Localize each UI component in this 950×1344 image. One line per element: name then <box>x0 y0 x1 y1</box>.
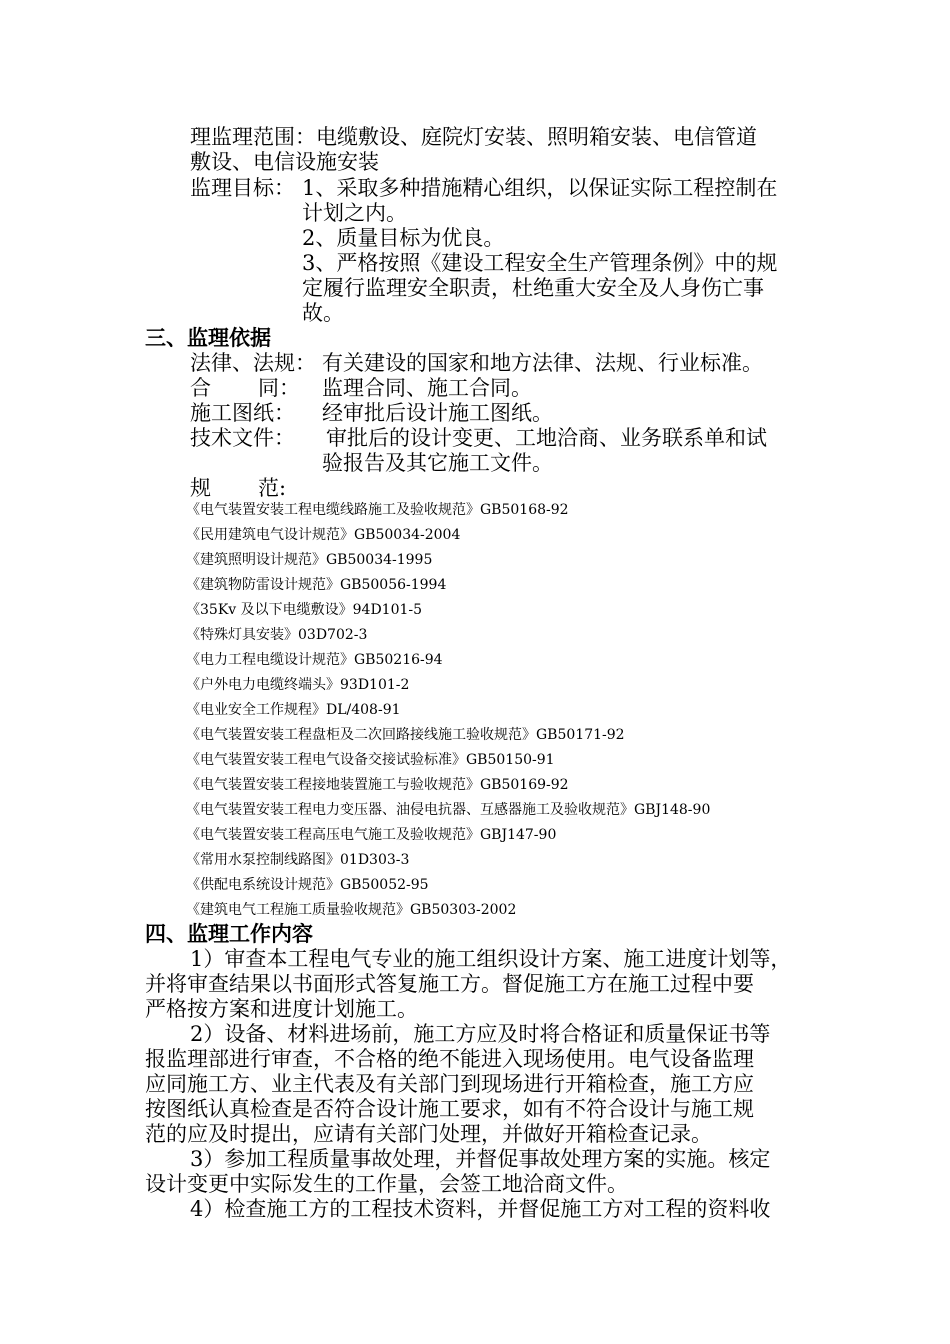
standard-item: 《建筑照明设计规范》GB50034-1995 <box>186 552 433 568</box>
scope-line-2: 敷设、电信设施安装 <box>190 150 379 174</box>
goal-2: 2、质量目标为优良。 <box>302 226 505 250</box>
laws-label: 法律、法规： <box>190 351 316 375</box>
contract-label-b: 同： <box>258 376 300 400</box>
body-line: 报监理部进行审查，不合格的绝不能进入现场使用。电气设备监理 <box>145 1047 754 1071</box>
body-line: 严格按方案和进度计划施工。 <box>145 997 418 1021</box>
body-line: 1）审查本工程电气专业的施工组织设计方案、施工进度计划等， <box>190 947 792 971</box>
goal-3-line-a: 3、严格按照《建设工程安全生产管理条例》中的规 <box>302 251 778 275</box>
standard-item: 《电气装置安装工程电力变压器、油侵电抗器、互感器施工及验收规范》GBJ148-90 <box>186 802 711 818</box>
contract-label-a: 合 <box>190 376 211 400</box>
body-line: 并将审查结果以书面形式答复施工方。督促施工方在施工过程中要 <box>145 972 754 996</box>
goal-3-line-c: 故。 <box>302 301 344 325</box>
drawings-label: 施工图纸： <box>190 401 295 425</box>
body-line: 范的应及时提出，应请有关部门处理，并做好开箱检查记录。 <box>145 1122 712 1146</box>
goal-1-line-a: 1、采取多种措施精心组织，以保证实际工程控制在 <box>302 176 778 200</box>
spec-label-a: 规 <box>190 476 211 500</box>
section-3-title: 三、监理依据 <box>145 326 271 350</box>
standard-item: 《建筑电气工程施工质量验收规范》GB50303-2002 <box>186 902 517 918</box>
drawings-text: 经审批后设计施工图纸。 <box>322 401 553 425</box>
laws-text: 有关建设的国家和地方法律、法规、行业标准。 <box>322 351 763 375</box>
standard-item: 《电力工程电缆设计规范》GB50216-94 <box>186 652 443 668</box>
contract-text: 监理合同、施工合同。 <box>322 376 532 400</box>
body-line: 4）检查施工方的工程技术资料，并督促施工方对工程的资料收 <box>190 1197 771 1221</box>
standard-item: 《户外电力电缆终端头》93D101-2 <box>186 677 410 693</box>
standard-item: 《电气装置安装工程盘柜及二次回路接线施工验收规范》GB50171-92 <box>186 727 625 743</box>
standard-item: 《民用建筑电气设计规范》GB50034-2004 <box>186 527 461 543</box>
standard-item: 《常用水泵控制线路图》01D303-3 <box>186 852 410 868</box>
standard-item: 《电气装置安装工程高压电气施工及验收规范》GBJ147-90 <box>186 827 557 843</box>
body-line: 设计变更中实际发生的工作量，会签工地洽商文件。 <box>145 1172 628 1196</box>
standard-item: 《35Kv 及以下电缆敷设》94D101-5 <box>186 602 423 618</box>
goal-1-line-b: 计划之内。 <box>302 201 407 225</box>
body-line: 按图纸认真检查是否符合设计施工要求，如有不符合设计与施工规 <box>145 1097 754 1121</box>
standard-item: 《电业安全工作规程》DL/408-91 <box>186 702 401 718</box>
goals-label: 监理目标： <box>190 176 295 200</box>
standard-item: 《建筑物防雷设计规范》GB50056-1994 <box>186 577 447 593</box>
standard-item: 《特殊灯具安装》03D702-3 <box>186 627 368 643</box>
scope-line-1: 理监理范围：电缆敷设、庭院灯安装、照明箱安装、电信管道 <box>190 125 757 149</box>
tech-text-b: 验报告及其它施工文件。 <box>322 451 553 475</box>
section-4-title: 四、监理工作内容 <box>145 922 313 946</box>
spec-label-b: 范: <box>258 476 287 500</box>
body-line: 2）设备、材料进场前，施工方应及时将合格证和质量保证书等 <box>190 1022 771 1046</box>
standard-item: 《供配电系统设计规范》GB50052-95 <box>186 877 429 893</box>
body-line: 应同施工方、业主代表及有关部门到现场进行开箱检查，施工方应 <box>145 1072 754 1096</box>
body-line: 3）参加工程质量事故处理，并督促事故处理方案的实施。核定 <box>190 1147 771 1171</box>
tech-text-a: 审批后的设计变更、工地洽商、业务联系单和试 <box>326 426 767 450</box>
goal-3-line-b: 定履行监理安全职责，杜绝重大安全及人身伤亡事 <box>302 276 764 300</box>
standard-item: 《电气装置安装工程电缆线路施工及验收规范》GB50168-92 <box>186 502 569 518</box>
tech-label: 技术文件： <box>190 426 295 450</box>
standard-item: 《电气装置安装工程电气设备交接试验标准》GB50150-91 <box>186 752 555 768</box>
standard-item: 《电气装置安装工程接地装置施工与验收规范》GB50169-92 <box>186 777 569 793</box>
